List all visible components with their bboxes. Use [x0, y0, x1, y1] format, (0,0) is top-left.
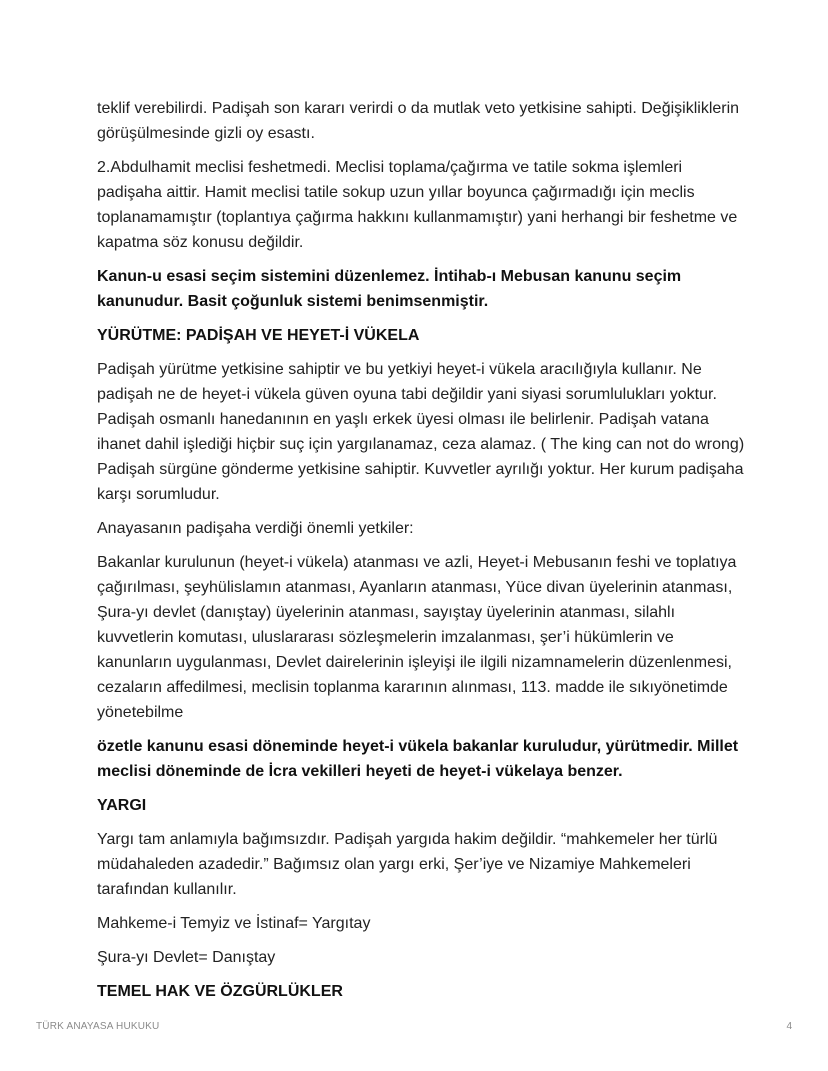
paragraph-sultan-powers-intro: Anayasanın padişaha verdiği önemli yetkiler:: [97, 520, 414, 537]
document-body: [97, 96, 747, 1013]
paragraph-election-system: Kanun-u esasi seçim sistemini düzenlemez. İntihab-ı Mebusan kanunu seçim kanunudur. Basit çoğunluk sistemi benimsenmiştir.: [97, 268, 682, 310]
paragraph-sultan-powers-list: Bakanlar kurulunun (heyet-i vükela) atanması ve azli, Heyet-i Mebusanın feshi ve toplatıya çağırılması, şeyhülislamın atanması, Ayanların atanması, Yüce divan üyelerinin atanması, Şura-yı devlet (danıştay) üyelerinin atanması, sayıştay üyelerinin atanması, silahlı kuvvetlerin komutası, uluslararası sözleşmelerin imzalanması, şer’i hükümlerin ve kanunların uygulanması, Devlet dairelerinin işleyişi ile ilgili nizamnamelerin düzenlenmesi, cezaların affedilmesi, meclisin toplanma kararının alınması, 113. madde ile sıkıyönetimde yönetebilme: [97, 554, 737, 721]
heading-executive: YÜRÜTME: PADİŞAH VE HEYET-İ VÜKELA: [97, 327, 420, 344]
paragraph-abdulhamit-dissolution: 2.Abdulhamit meclisi feshetmedi. Meclisi toplama/çağırma ve tatile sokma işlemleri padişaha aittir. Hamit meclisi tatile sokup uzun yıllar boyunca çağırmadığı için meclis toplanamamıştır (toplantıya çağırma hakkını kullanmamıştır) yani herhangi bir feshetme ve kapatma söz konusu değildir.: [97, 159, 738, 251]
paragraph-executive-power: Padişah yürütme yetkisine sahiptir ve bu yetkiyi heyet-i vükela aracılığıyla kullanır. Ne padişah ne de heyet-i vükela güven oyuna tabi değildir yani siyasi sorumlulukları yoktur. Padişah osmanlı hanedanının en yaşlı erkek üyesi olması ile belirlenir. Padişah vatana ihanet dahil işlediği hiçbir suç için yargılanamaz, ceza alamaz. ( The king can not do wrong) Padişah sürgüne gönderme yetkisine sahiptir. Kuvvetler ayrılığı yoktur. Her kurum padişaha karşı sorumludur.: [97, 361, 745, 503]
heading-fundamental-rights: TEMEL HAK VE ÖZGÜRLÜKLER: [97, 983, 343, 1000]
paragraph-executive-summary: özetle kanunu esasi döneminde heyet-i vükela bakanlar kuruludur, yürütmedir. Millet meclisi döneminde de İcra vekilleri heyeti de heyet-i vükelaya benzer.: [97, 738, 739, 780]
footer-document-title: TÜRK ANAYASA HUKUKU: [36, 1021, 160, 1032]
paragraph-council-of-state: Şura-yı Devlet= Danıştay: [97, 949, 276, 966]
footer-page-number: 4: [786, 1021, 792, 1032]
paragraph-legislative-veto: teklif verebilirdi. Padişah son kararı verirdi o da mutlak veto yetkisine sahipti. Değişikliklerin görüşülmesinde gizli oy esastı.: [97, 100, 740, 142]
paragraph-judiciary-independence: Yargı tam anlamıyla bağımsızdır. Padişah yargıda hakim değildir. “mahkemeler her türlü müdahaleden azadedir.” Bağımsız olan yargı erki, Şer’iye ve Nizamiye Mahkemeleri tarafından kullanılır.: [97, 831, 718, 898]
heading-judiciary: YARGI: [97, 797, 147, 814]
paragraph-court-of-cassation: Mahkeme-i Temyiz ve İstinaf= Yargıtay: [97, 915, 371, 932]
